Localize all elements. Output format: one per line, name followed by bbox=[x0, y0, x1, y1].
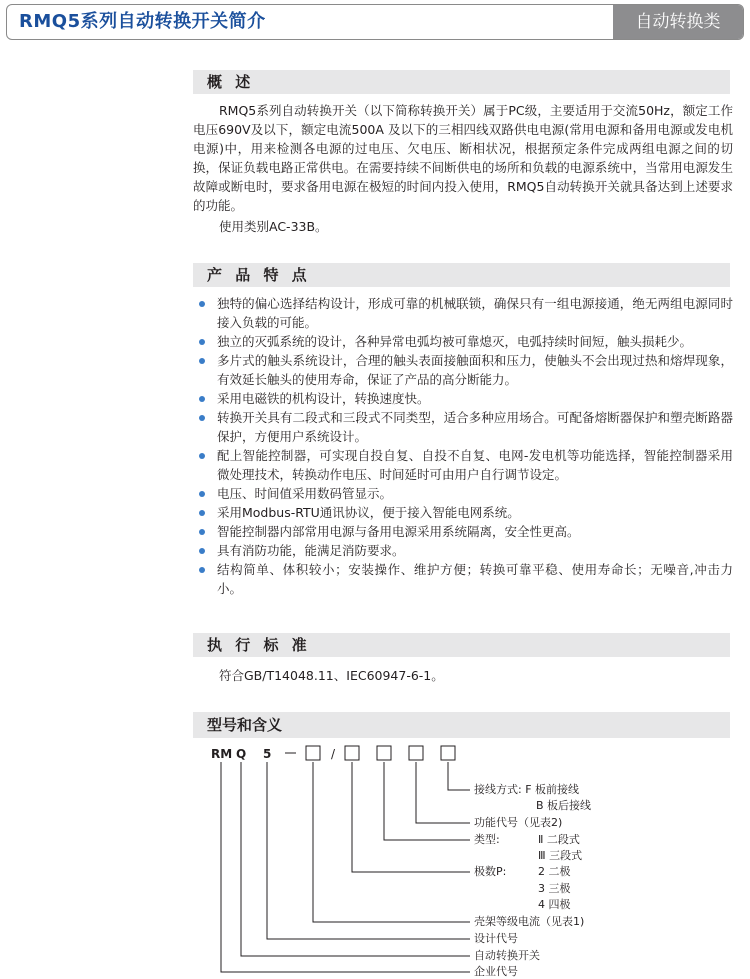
feature-item: 转换开关具有二段式和三段式不同类型，适合多种应用场合。可配备熔断器保护和塑壳断路器保护，方便用户系统设计。 bbox=[193, 408, 733, 446]
overview-text: RMQ5系列自动转换开关（以下简称转换开关）属于PC级，主要适用于交流50Hz，额定工作电压690V及以下，额定电流500A 及以下的三相四线双路供电电源(常用电源和备用电源或发电机电源)中，用来检测各电源的过电压、欠电压、断相状况，根据预定条件完成两组电源之间的切换，保证负载电路正常供电。在需要持续不间断供电的场所和负载的电源系统中，当常用电源发生故障或断电时，要求备用电源在极短的时间内投入使用，RMQ5自动转换开关就具备达到上述要求的功能。 bbox=[193, 103, 733, 213]
code-5: 5 bbox=[263, 747, 272, 761]
leader-frame bbox=[313, 762, 470, 922]
label-ats: 自动转换开关 bbox=[474, 949, 540, 962]
code-box-frame bbox=[306, 746, 320, 760]
label-type: 类型: bbox=[474, 833, 500, 846]
leader-poles bbox=[352, 762, 470, 872]
label-type-3: Ⅲ 三段式 bbox=[538, 849, 583, 862]
feature-item: 多片式的触头系统设计，合理的触头表面接触面积和压力，使触头不会出现过热和熔焊现象，有效延长触头的使用寿命，保证了产品的高分断能力。 bbox=[193, 351, 733, 389]
feature-item: 独特的偏心选择结构设计，形成可靠的机械联锁，确保只有一组电源接通，绝无两组电源同时接入负载的可能。 bbox=[193, 294, 733, 332]
features-heading: 产 品 特 点 bbox=[207, 266, 311, 284]
label-poles-3: 3 三极 bbox=[538, 882, 571, 895]
label-company: 企业代号 bbox=[474, 965, 518, 978]
code-slash: / bbox=[331, 747, 336, 761]
usage-category: 使用类别AC-33B。 bbox=[219, 219, 328, 234]
standard-heading: 执 行 标 准 bbox=[207, 636, 311, 654]
label-frame: 壳架等级电流（见表1) bbox=[474, 915, 585, 928]
label-poles: 极数P: bbox=[474, 865, 507, 878]
leader-wiring bbox=[448, 762, 470, 790]
overview-heading: 概 述 bbox=[207, 73, 255, 91]
feature-item: 电压、时间值采用数码管显示。 bbox=[193, 484, 733, 503]
code-box-poles bbox=[345, 746, 359, 760]
label-wiring: 接线方式: F 板前接线 bbox=[474, 783, 580, 796]
code-rm: RM bbox=[211, 747, 233, 761]
leader-design bbox=[267, 762, 470, 939]
feature-item: 采用Modbus-RTU通讯协议，便于接入智能电网系统。 bbox=[193, 503, 733, 522]
feature-item: 具有消防功能，能满足消防要求。 bbox=[193, 541, 733, 560]
label-poles-2: 2 二极 bbox=[538, 865, 571, 878]
feature-item: 独立的灭弧系统的设计，各种异常电弧均被可靠熄灭，电弧持续时间短，触头损耗少。 bbox=[193, 332, 733, 351]
standard-text: 符合GB/T14048.11、IEC60947-6-1。 bbox=[219, 668, 444, 683]
page-title: RMQ5系列自动转换开关简介 bbox=[19, 11, 266, 32]
feature-item: 配上智能控制器，可实现自投自复、自投不自复、电网-发电机等功能选择，智能控制器采用微处理技术，转换动作电压、时间延时可由用户自行调节设定。 bbox=[193, 446, 733, 484]
feature-item: 采用电磁铁的机构设计，转换速度快。 bbox=[193, 389, 733, 408]
model-heading: 型号和含义 bbox=[207, 716, 283, 734]
label-type-2: Ⅱ 二段式 bbox=[538, 833, 580, 846]
feature-item: 智能控制器内部常用电源与备用电源采用系统隔离，安全性更高。 bbox=[193, 522, 733, 541]
leader-type bbox=[384, 762, 470, 840]
code-q: Q bbox=[236, 747, 247, 761]
category-tag: 自动转换类 bbox=[613, 5, 743, 39]
label-function: 功能代号（见表2) bbox=[474, 816, 563, 829]
label-design: 设计代号 bbox=[474, 932, 518, 945]
leader-ats bbox=[241, 762, 470, 956]
label-wiring-b: B 板后接线 bbox=[536, 799, 592, 812]
code-box-wiring bbox=[441, 746, 455, 760]
code-box-function bbox=[409, 746, 423, 760]
code-box-type bbox=[377, 746, 391, 760]
leader-company bbox=[221, 762, 470, 972]
label-poles-4: 4 四极 bbox=[538, 898, 571, 911]
feature-item: 结构简单、体积较小；安装操作、维护方便；转换可靠平稳、使用寿命长；无噪音,冲击力小。 bbox=[193, 560, 733, 598]
leader-function bbox=[416, 762, 470, 823]
